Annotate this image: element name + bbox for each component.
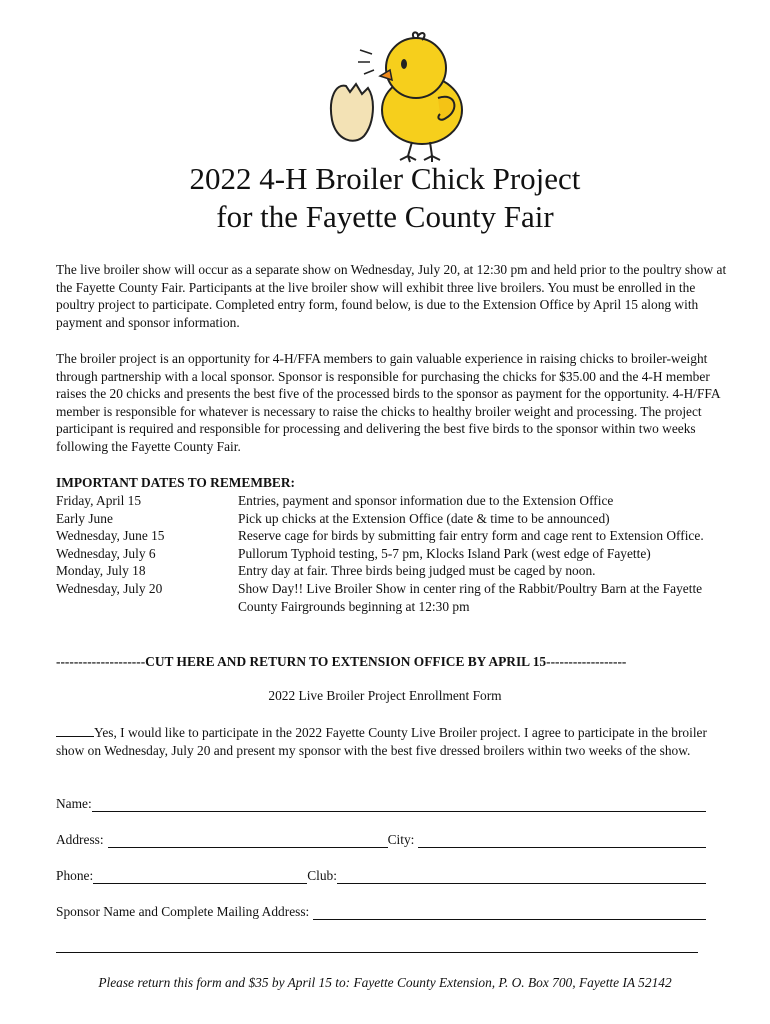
chick-hatching-illustration	[318, 28, 478, 168]
address-field[interactable]	[108, 833, 388, 848]
agreement-statement	[56, 724, 736, 759]
city-label: City:	[387, 832, 415, 847]
form-title: 2022 Live Broiler Project Enrollment Form	[268, 688, 502, 703]
phone-field[interactable]	[93, 869, 307, 884]
date-description: Reserve cage for birds by submitting fair entry form and cage rent to Extension Office.	[238, 528, 704, 544]
date-description: Entry day at fair. Three birds being judged must be caged by noon.	[238, 563, 596, 579]
date-row	[56, 492, 736, 510]
date-description: Pick up chicks at the Extension Office (date & time to be announced)	[238, 510, 610, 526]
date-row	[56, 527, 736, 545]
return-instructions: Please return this form and $35 by April 15 to: Fayette County Extension, P. O. Box 700, Fayette IA 52142	[98, 975, 672, 990]
address-label: Address:	[56, 832, 104, 847]
name-field[interactable]	[92, 797, 706, 812]
sponsor-row-continued	[56, 938, 698, 953]
title-line-1: 2022 4-H Broiler Chick Project	[189, 161, 581, 196]
date-row	[56, 545, 736, 563]
date-label: Wednesday, July 20	[56, 580, 163, 596]
date-description: Pullorum Typhoid testing, 5-7 pm, Klocks Island Park (west edge of Fayette)	[238, 545, 651, 561]
chick-head-icon	[386, 38, 446, 98]
sponsor-label: Sponsor Name and Complete Mailing Address:	[56, 904, 310, 919]
agreement-checkbox-blank[interactable]	[56, 724, 94, 737]
name-label: Name:	[56, 796, 92, 811]
city-field[interactable]	[418, 833, 706, 848]
cut-line: --------------------CUT HERE AND RETURN TO EXTENSION OFFICE BY APRIL 15------------------	[56, 654, 627, 669]
title-line-2: for the Fayette County Fair	[216, 199, 554, 234]
project-paragraph: The broiler project is an opportunity for 4-H/FFA members to gain valuable experience in raising chicks to broiler-weight through partnership with a local sponsor. Sponsor is responsible for purchasing the chicks for $35.00 and the 4-H member raises the 20 chicks and presents the best five of the processed birds to the sponsor as payment for the opportunity. 4-H/FFA member is responsible for whatever is necessary to raise the chicks to healthy broiler weight and processing. The project participant is required and responsible for processing and delivering the best five birds to the sponsor within two weeks following the Fayette County Fair.	[56, 351, 720, 454]
date-label: Monday, July 18	[56, 563, 146, 579]
date-row	[56, 562, 736, 580]
date-row	[56, 580, 736, 615]
sponsor-field[interactable]	[313, 905, 706, 920]
sponsor-row	[56, 904, 706, 920]
dates-heading: IMPORTANT DATES TO REMEMBER:	[56, 475, 295, 490]
date-description: Show Day!! Live Broiler Show in center ring of the Rabbit/Poultry Barn at the Fayette County Fairgrounds beginning at 12:30 pm	[238, 580, 703, 614]
page-title	[0, 160, 770, 236]
date-description: Entries, payment and sponsor information due to the Extension Office	[238, 493, 614, 508]
phone-label: Phone:	[56, 868, 94, 883]
intro-paragraph: The live broiler show will occur as a separate show on Wednesday, July 20, at 12:30 pm and held prior to the poultry show at the Fayette County Fair. Participants at the live broiler show will exhibit three live broilers. You must be enrolled in the poultry project to participate. Completed entry form, found below, is due to the Extension Office by April 15 along with payment and sponsor information.	[56, 262, 727, 330]
name-row	[56, 796, 706, 812]
sponsor-address-field[interactable]	[56, 938, 698, 953]
date-label: Wednesday, July 6	[56, 545, 156, 561]
dates-list	[56, 492, 736, 615]
eggshell-icon	[331, 84, 373, 141]
agreement-text: Yes, I would like to participate in the 2022 Fayette County Live Broiler project. I agree to participate in the broiler show on Wednesday, July 20 and present my sponsor with the best five dressed broilers within two weeks of the show.	[56, 725, 707, 758]
date-label: Friday, April 15	[56, 493, 142, 508]
phone-club-row	[56, 868, 706, 884]
date-row	[56, 510, 736, 528]
address-row	[56, 832, 706, 848]
date-label: Wednesday, June 15	[56, 528, 165, 544]
club-label: Club:	[307, 868, 337, 883]
date-label: Early June	[56, 510, 113, 526]
club-field[interactable]	[337, 869, 706, 884]
